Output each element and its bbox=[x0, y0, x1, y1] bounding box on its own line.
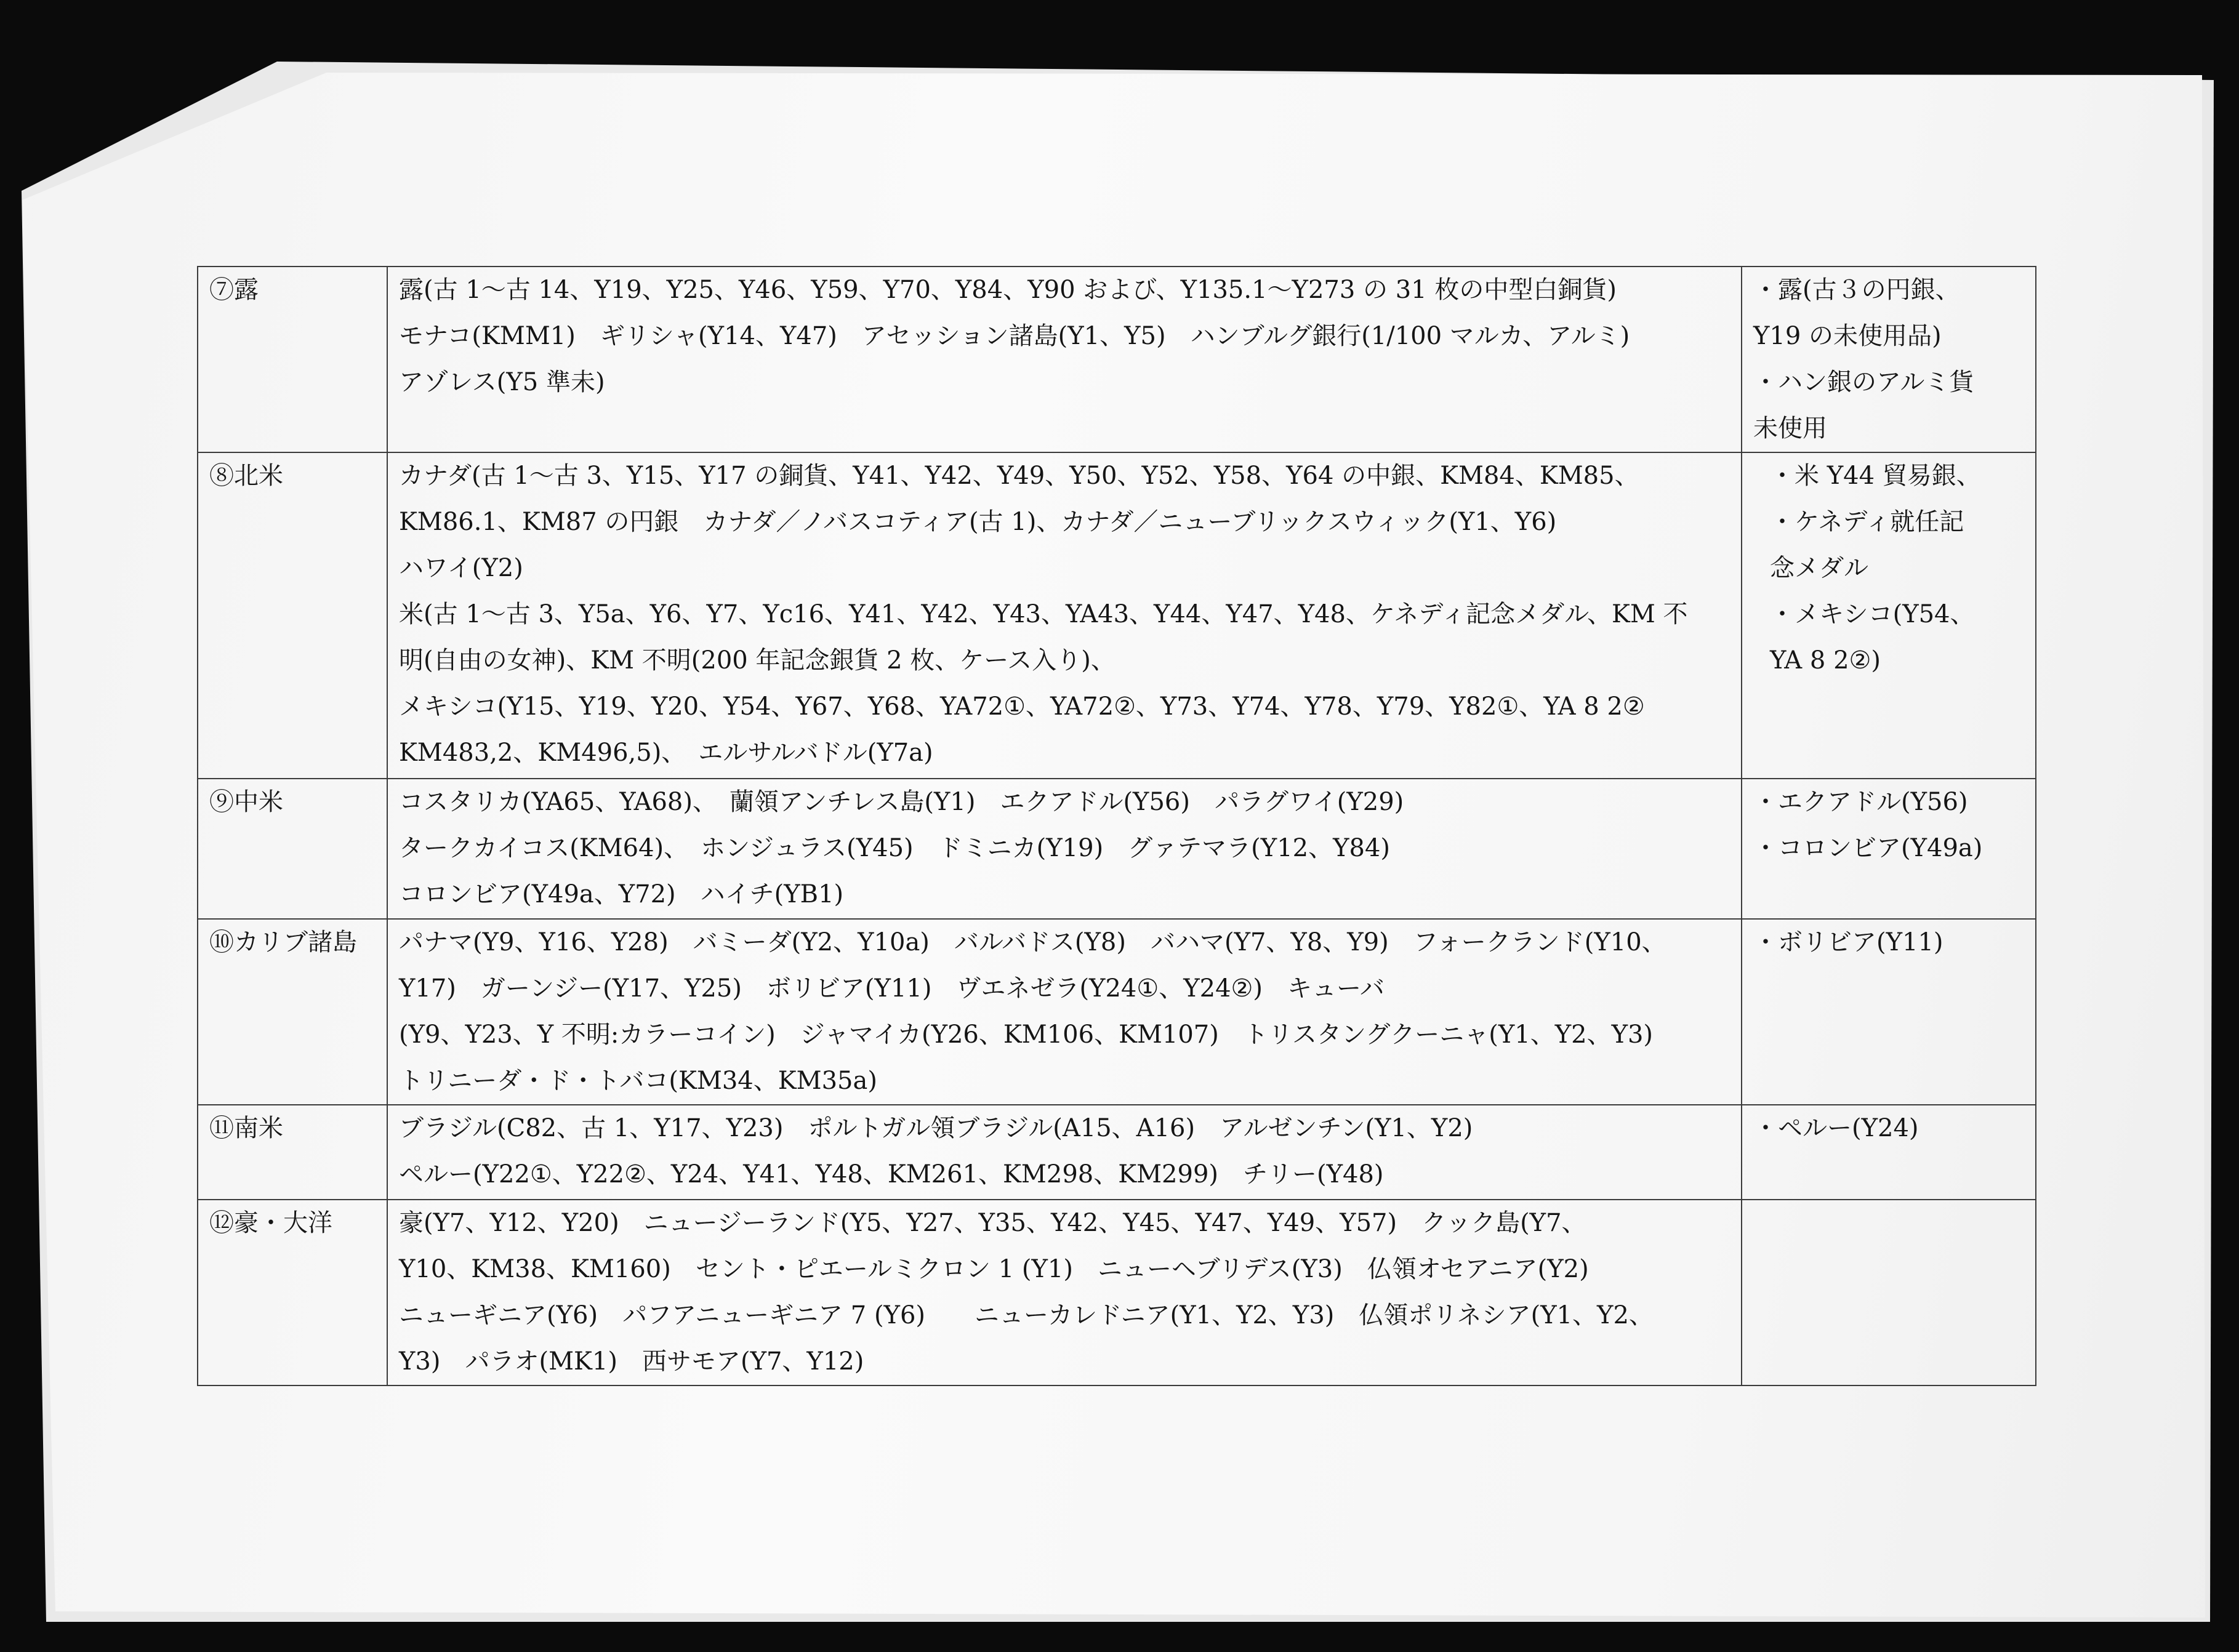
coin-line: コスタリカ(YA65、YA68)、 蘭領アンチレス島(Y1) エクアドル(Y56) パラグワイ(Y29) bbox=[399, 788, 1404, 816]
note-line: ・米 Y44 貿易銀、 bbox=[1770, 462, 1981, 490]
note-line: ・コロンビア(Y49a) bbox=[1753, 834, 1983, 862]
region-cell: ⑧北米 bbox=[198, 452, 387, 779]
coins-cell bbox=[387, 779, 1742, 919]
coin-line: Y10、KM38、KM160) セント・ピエールミクロン 1 (Y1) ニューヘブリデス(Y3) 仏領オセアニア(Y2) bbox=[399, 1255, 1589, 1283]
note-line: 未使用 bbox=[1753, 414, 1827, 443]
table-row bbox=[198, 1200, 2036, 1385]
coins-cell bbox=[387, 1200, 1742, 1385]
coin-line: カナダ(古 1〜古 3、Y15、Y17 の銅貨、Y41、Y42、Y49、Y50、Y52、Y58、Y64 の中銀、KM84、KM85、 bbox=[399, 462, 1639, 490]
notes-cell bbox=[1742, 267, 2036, 452]
coin-line: ペルー(Y22①、Y22②、Y24、Y41、Y48、KM261、KM298、KM299) チリー(Y48) bbox=[399, 1160, 1384, 1189]
note-line: ・メキシコ(Y54、 bbox=[1770, 600, 1975, 628]
note-line: ・露(古３の円銀、 bbox=[1753, 276, 1960, 304]
table-row bbox=[198, 919, 2036, 1105]
coin-line: 米(古 1〜古 3、Y5a、Y6、Y7、Yc16、Y41、Y42、Y43、YA43、Y44、Y47、Y48、ケネディ記念メダル、KM 不 bbox=[399, 600, 1688, 628]
coin-line: モナコ(KMM1) ギリシャ(Y14、Y47) アセッション諸島(Y1、Y5) ハンブルグ銀行(1/100 マルカ、アルミ) bbox=[399, 322, 1630, 350]
coin-line: 露(古 1〜古 14、Y19、Y25、Y46、Y59、Y70、Y84、Y90 および、Y135.1〜Y273 の 31 枚の中型白銅貨) bbox=[399, 276, 1617, 304]
note-line: YA 8 2②) bbox=[1770, 646, 1881, 675]
coin-line: 明(自由の女神)、KM 不明(200 年記念銀貨 2 枚、ケース入り)、 bbox=[399, 646, 1115, 675]
note-line: ・エクアドル(Y56) bbox=[1753, 788, 1968, 816]
coin-line: Y3) パラオ(MK1) 西サモア(Y7、Y12) bbox=[399, 1347, 864, 1376]
notes-cell bbox=[1742, 919, 2036, 1105]
coins-cell bbox=[387, 452, 1742, 779]
notes-cell bbox=[1742, 452, 2036, 779]
coin-line: 豪(Y7、Y12、Y20) ニュージーランド(Y5、Y27、Y35、Y42、Y45、Y47、Y49、Y57) クック島(Y7、 bbox=[399, 1209, 1586, 1237]
note-line: ・ケネディ就任記 bbox=[1770, 508, 1964, 536]
coin-line: コロンビア(Y49a、Y72) ハイチ(YB1) bbox=[399, 880, 844, 908]
coin-line: KM86.1、KM87 の円銀 カナダ／ノバスコティア(古 1)、カナダ／ニューブリックスウィック(Y1、Y6) bbox=[399, 508, 1557, 536]
coin-line: (Y9、Y23、Y 不明:カラーコイン) ジャマイカ(Y26、KM106、KM107) トリスタングクーニャ(Y1、Y2、Y3) bbox=[399, 1020, 1654, 1049]
coin-line: ハワイ(Y2) bbox=[399, 554, 523, 582]
coin-line: メキシコ(Y15、Y19、Y20、Y54、Y67、Y68、YA72①、YA72②、Y73、Y74、Y78、Y79、Y82①、YA 8 2② bbox=[399, 692, 1645, 721]
note-line: ・ハン銀のアルミ貨 bbox=[1753, 368, 1974, 396]
coin-line: タークカイコス(KM64)、 ホンジュラス(Y45) ドミニカ(Y19) グァテマラ(Y12、Y84) bbox=[399, 834, 1390, 862]
table-row bbox=[198, 1105, 2036, 1200]
coin-line: ニューギニア(Y6) パフアニューギニア 7 (Y6) ニューカレドニア(Y1、Y2、Y3) 仏領ポリネシア(Y1、Y2、 bbox=[399, 1301, 1654, 1329]
coins-cell bbox=[387, 1105, 1742, 1200]
region-cell: ⑦露 bbox=[198, 267, 387, 452]
table-row bbox=[198, 267, 2036, 452]
coin-list-table bbox=[197, 266, 2036, 1386]
coin-line: ブラジル(C82、古 1、Y17、Y23) ポルトガル領ブラジル(A15、A16) アルゼンチン(Y1、Y2) bbox=[399, 1114, 1473, 1142]
coins-cell bbox=[387, 267, 1742, 452]
notes-cell bbox=[1742, 1200, 2036, 1385]
notes-cell bbox=[1742, 1105, 2036, 1200]
region-cell: ⑪南米 bbox=[198, 1105, 387, 1200]
note-line: Y19 の未使用品) bbox=[1753, 322, 1942, 350]
coin-line: パナマ(Y9、Y16、Y28) バミーダ(Y2、Y10a) バルバドス(Y8) バハマ(Y7、Y8、Y9) フォークランド(Y10、 bbox=[399, 928, 1666, 956]
coin-line: Y17) ガーンジー(Y17、Y25) ボリビア(Y11) ヴエネゼラ(Y24①、Y24②) キューバ bbox=[399, 974, 1385, 1003]
region-cell: ⑫豪・大洋 bbox=[198, 1200, 387, 1385]
region-cell: ⑩カリブ諸島 bbox=[198, 919, 387, 1105]
coins-cell bbox=[387, 919, 1742, 1105]
note-line: 念メダル bbox=[1770, 554, 1868, 582]
note-line: ・ボリビア(Y11) bbox=[1753, 928, 1944, 956]
region-cell: ⑨中米 bbox=[198, 779, 387, 919]
table-row bbox=[198, 779, 2036, 919]
notes-cell bbox=[1742, 779, 2036, 919]
note-line: ・ペルー(Y24) bbox=[1753, 1114, 1919, 1142]
coin-line: トリニーダ・ド・トバコ(KM34、KM35a) bbox=[399, 1067, 877, 1095]
table-row bbox=[198, 452, 2036, 779]
coin-line: アゾレス(Y5 準未) bbox=[399, 368, 605, 396]
coin-line: KM483,2、KM496,5)、 エルサルバドル(Y7a) bbox=[399, 739, 933, 767]
